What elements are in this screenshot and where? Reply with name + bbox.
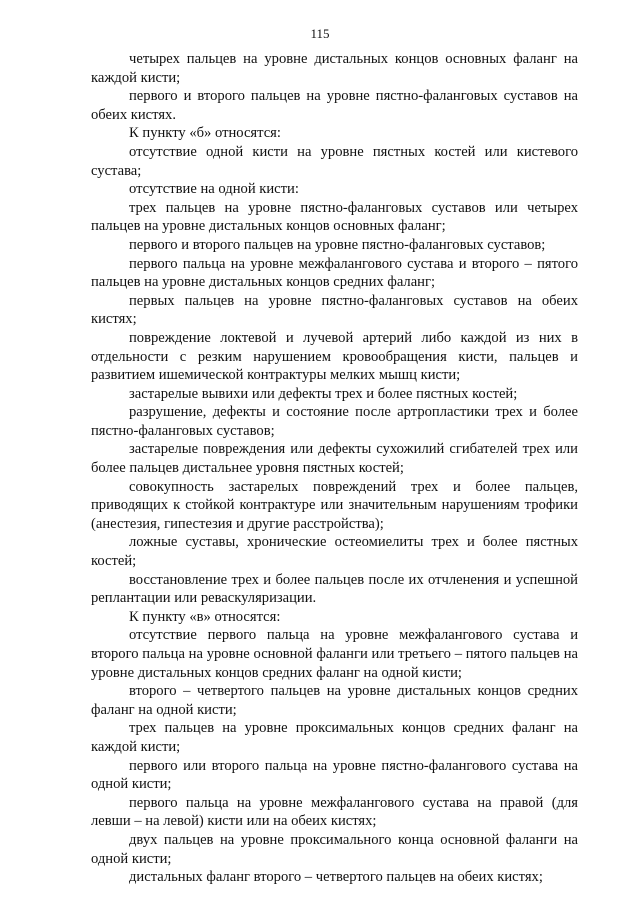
paragraph: ложные суставы, хронические остеомиелиты трех и более пястных костей; <box>91 534 578 570</box>
paragraph: дистальных фаланг второго – четвертого пальцев на обеих кистях; <box>129 869 543 886</box>
section-heading: К пункту «б» относятся: <box>129 125 281 142</box>
page-body <box>91 50 578 887</box>
paragraph: двух пальцев на уровне проксимального конца основной фаланги на одной кисти; <box>91 831 578 867</box>
paragraph: отсутствие одной кисти на уровне пястных костей или кистевого сустава; <box>91 143 578 179</box>
section-heading: К пункту «в» относятся: <box>129 608 281 625</box>
paragraph: первого и второго пальцев на уровне пястно-фаланговых суставов; <box>129 236 546 253</box>
paragraph: разрушение, дефекты и состояние после артропластики трех и более пястно-фаланговых суставов; <box>91 404 578 439</box>
paragraph: трех пальцев на уровне проксимальных концов средних фаланг на каждой кисти; <box>91 720 578 755</box>
paragraph: восстановление трех и более пальцев после их отчленения и успешной реплантации или реваскуляризации. <box>91 571 578 607</box>
paragraph: первого пальца на уровне межфалангового сустава на правой (для левши – на левой) кисти или на обеих кистях; <box>91 794 578 830</box>
paragraph: застарелые вывихи или дефекты трех и более пястных костей; <box>129 385 518 402</box>
paragraph: отсутствие на одной кисти: <box>129 181 299 198</box>
paragraph: трех пальцев на уровне пястно-фаланговых суставов или четырех пальцев на уровне дистальных концов основных фаланг; <box>91 199 578 235</box>
paragraph: первого пальца на уровне межфалангового сустава и второго – пятого пальцев на уровне дистальных концов средних фаланг; <box>91 255 578 291</box>
paragraph: первого и второго пальцев на уровне пястно-фаланговых суставов на обеих кистях. <box>91 88 578 123</box>
paragraph: второго – четвертого пальцев на уровне дистальных концов средних фаланг на одной кисти; <box>91 683 578 718</box>
paragraph: четырех пальцев на уровне дистальных концов основных фаланг на каждой кисти; <box>91 51 578 86</box>
paragraph: первого или второго пальца на уровне пястно-фалангового сустава на одной кисти; <box>91 757 578 793</box>
paragraph: отсутствие первого пальца на уровне межфалангового сустава и второго пальца на уровне основной фаланги или третьего – пятого пальцев на уровне дистальных концов средних фаланг на одной кисти; <box>91 627 578 681</box>
paragraph: первых пальцев на уровне пястно-фаланговых суставов на обеих кистях; <box>91 292 578 328</box>
paragraph: совокупность застарелых повреждений трех и более пальцев, приводящих к стойкой контрактуре или значительным нарушениям трофики (анестезия, гипестезия и другие расстройства); <box>91 478 578 532</box>
paragraph: застарелые повреждения или дефекты сухожилий сгибателей трех или более пальцев дистальнее уровня пястных костей; <box>91 441 578 477</box>
paragraph: повреждение локтевой и лучевой артерий либо каждой из них в отдельности с резким нарушением кровообращения кисти, пальцев и развитием ишемической контрактуры мелких мышц кисти; <box>91 329 578 384</box>
page-number: 115 <box>310 26 330 41</box>
